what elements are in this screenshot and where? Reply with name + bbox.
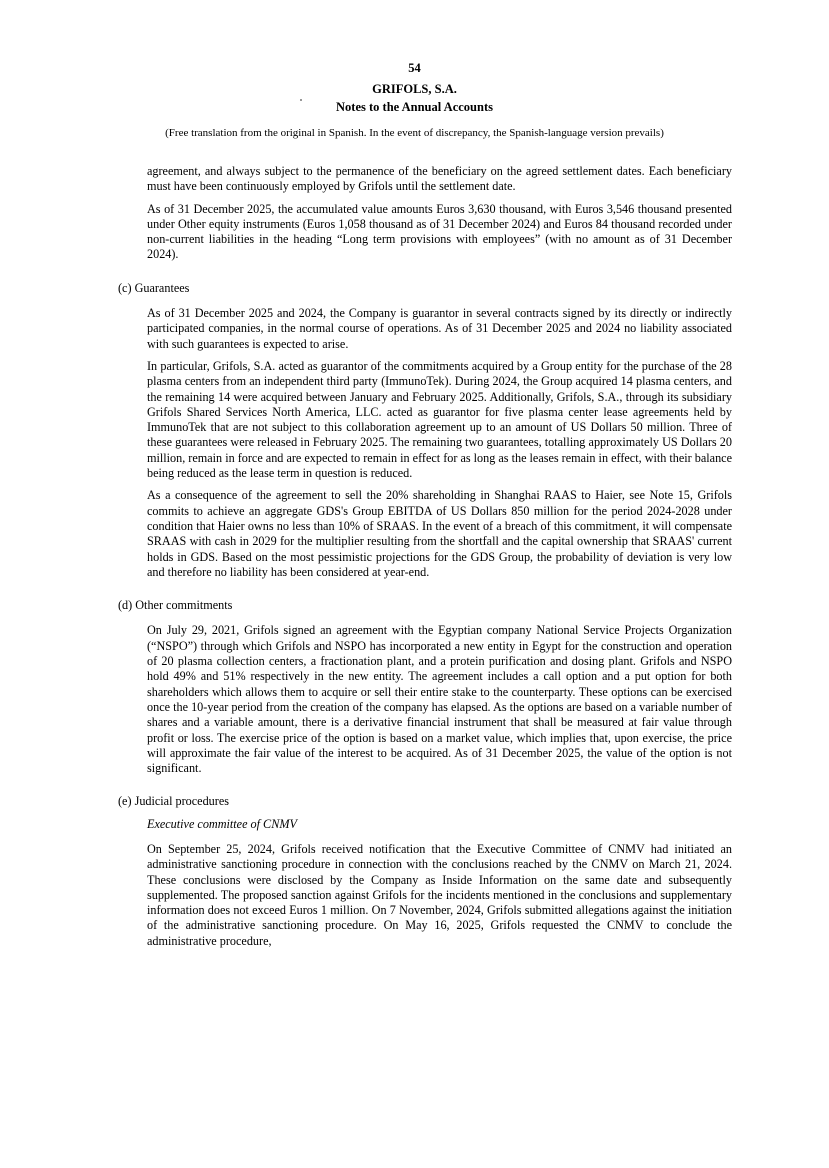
intro-paragraph-2: As of 31 December 2025, the accumulated value amounts Euros 3,630 thousand, with Euros 3,546 thousand presented under Other equity instruments (Euros 1,058 thousand as of 31 December 2024) and Euros 84 thousand recorded under non-current liabilities in the heading “Long term provisions with employees” (with no amount as of 31 December 2024). <box>147 201 732 262</box>
other-commitments-paragraph-1: On July 29, 2021, Grifols signed an agreement with the Egyptian company National Service Projects Organization (“NSPO”) through which Grifols and NSPO has incorporated a new entity in Egypt for the construction and operation of 20 plasma collection centers, a fractionation plant, and a protein purification and dosing plant. Grifols and NSPO hold 49% and 51% respectively in the new entity. The agreement includes a call option and a put option for both shareholders which allows them to acquire or sell their entire stake to the counterparty. These options can be exercised once the 10-year period from the creation of the company has elapsed. As the options are based on a variable number of shares and a variable amount, there is a derivative financial instrument that shall be measured at fair value through profit or loss. The exercise price of the option is based on a market value, which implies that, upon exercise, the price will approximate the fair value of the interest to be acquired. As of 31 December 2025, the value of the option is not significant. <box>147 623 732 776</box>
section-title-guarantees: (c) Guarantees <box>118 280 190 295</box>
document-subtitle: Notes to the Annual Accounts <box>336 100 493 114</box>
subheading-executive-committee: Executive committee of CNMV <box>147 816 297 831</box>
document-body <box>0 164 829 949</box>
guarantees-paragraph-3: As a consequence of the agreement to sell the 20% shareholding in Shanghai RAAS to Haier, see Note 15, Grifols commits to achieve an aggregate GDS's Group EBITDA of US Dollars 850 million for the period 2024-2028 under condition that Haier owns no less than 10% of SRAAS. In the event of a breach of this commitment, it will compensate SRAAS with cash in 2029 for the multiplier resulting from the shortfall and the capital ownership that SRAAS' current holds in GDS. Based on the most pessimistic projections for the GDS Group, the probability of deviation is very low and therefore no liability has been considered at year-end. <box>147 488 732 579</box>
section-title-other-commitments: (d) Other commitments <box>118 598 233 613</box>
intro-paragraph-1: agreement, and always subject to the permanence of the beneficiary on the agreed settlement dates. Each beneficiary must have been continuously employed by Grifols until the settlement date. <box>147 164 732 194</box>
judicial-paragraph-1: On September 25, 2024, Grifols received notification that the Executive Committee of CNMV had initiated an administrative sanctioning procedure in connection with the conclusions reached by the CNMV on March 21, 2024. These conclusions were disclosed by the Company as Inside Information on the same date and subsequently supplemented. The proposed sanction against Grifols for the incidents mentioned in the conclusions and supplementary information does not exceed Euros 1 million. On 7 November, 2024, Grifols submitted allegations against the initiation of the administrative sanctioning procedure. On May 16, 2025, Grifols requested the CNMV to conclude the administrative procedure, <box>147 841 732 948</box>
company-name: GRIFOLS, S.A. <box>372 82 457 96</box>
section-title-judicial-procedures: (e) Judicial procedures <box>118 794 229 809</box>
guarantees-paragraph-1: As of 31 December 2025 and 2024, the Company is guarantor in several contracts signed by its directly or indirectly participated companies, in the normal course of operations. As of 31 December 2025 and 2024 no liability associated with such guarantees is expected to arise. <box>147 306 732 351</box>
page-number: 54 <box>408 61 421 75</box>
guarantees-paragraph-2: In particular, Grifols, S.A. acted as guarantor of the commitments acquired by a Group entity for the purchase of the 28 plasma centers from an independent third party (ImmunoTek). During 2024, the Group acquired 14 plasma centers, and the remaining 14 were acquired between January and February 2025. Additionally, Grifols, S.A., through its subsidiary Grifols Shared Services North America, LLC. acted as guarantor for five plasma center lease agreements held by ImmunoTek that are not subject to this collaboration agreement up to an amount of US Dollars 50 million. Three of these guarantees were released in February 2025. The remaining two guarantees, totalling approximately US Dollars 20 million, remain in force and are expected to remain in effect for as long as the leases remain in effect, with their balance being reduced as the lease term in question is reduced. <box>147 358 732 481</box>
translation-disclaimer: (Free translation from the original in Spanish. In the event of discrepancy, the Spanish-language version prevails) <box>165 127 664 139</box>
